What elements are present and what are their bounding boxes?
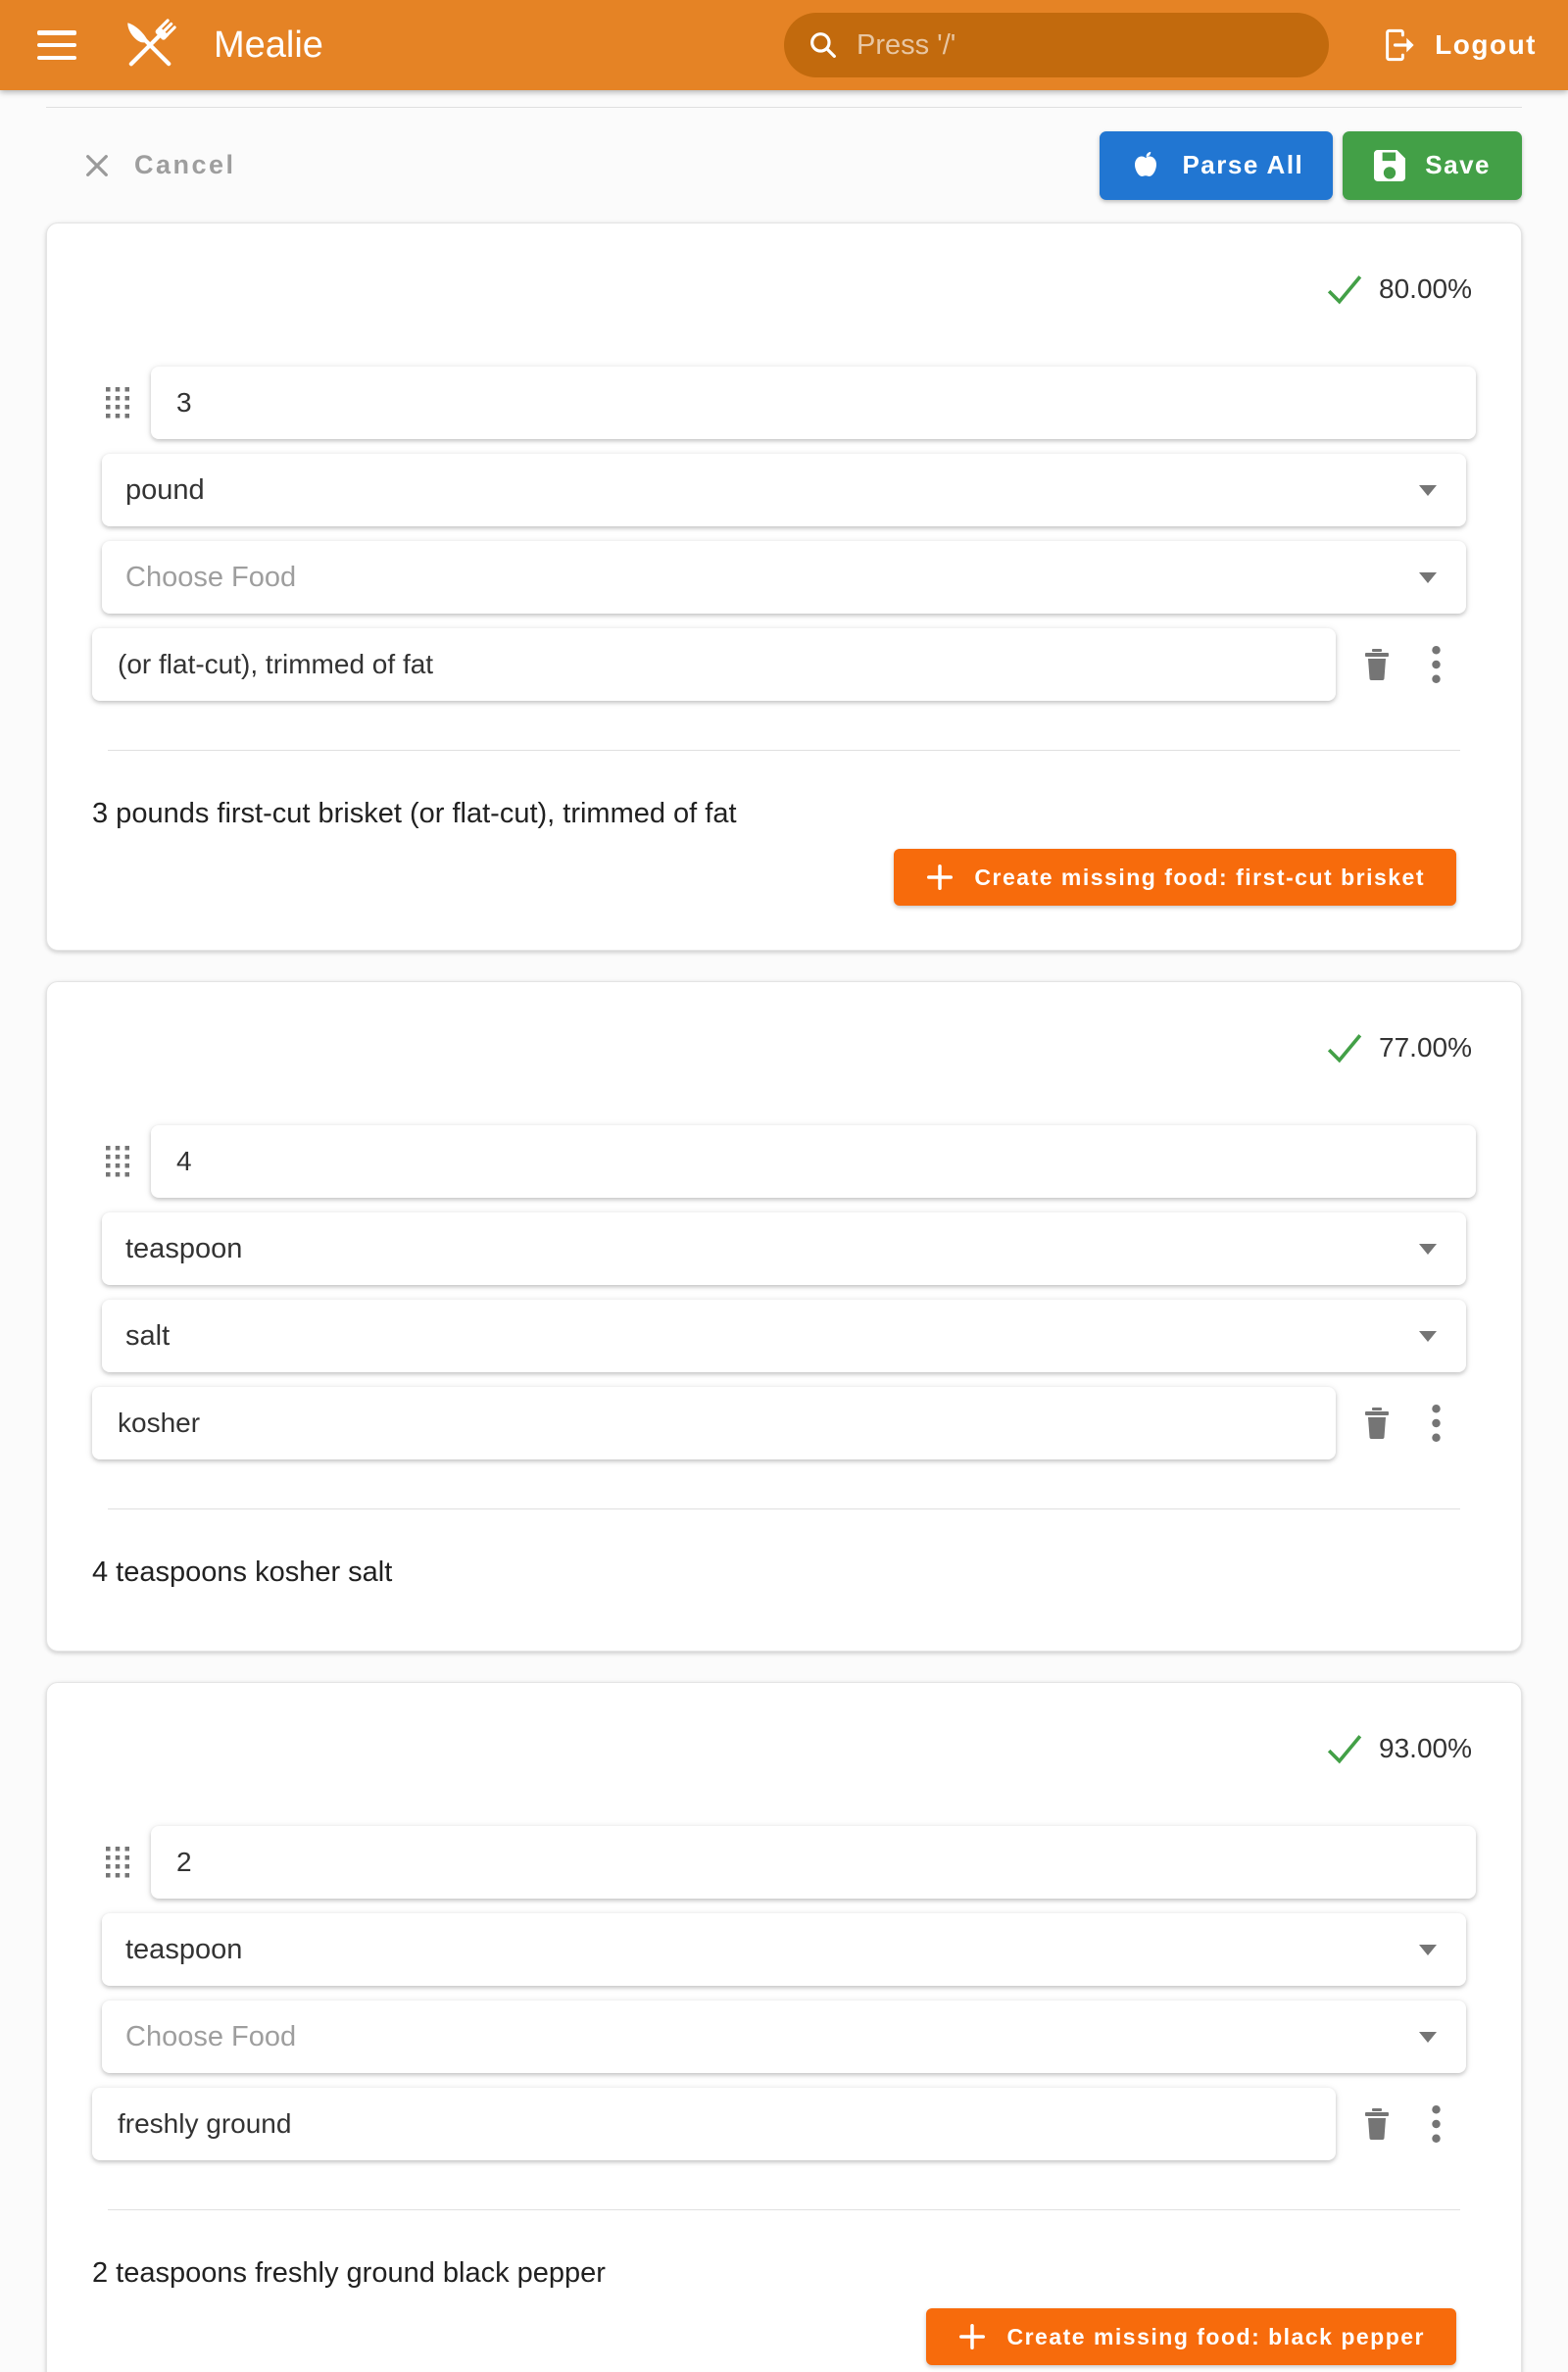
unit-row [92,454,1476,526]
note-input-field[interactable] [92,1387,1336,1459]
card-divider [108,750,1460,751]
food-select-value: Choose Food [125,561,297,593]
card-divider [108,1508,1460,1509]
create-missing-food-button[interactable] [894,849,1456,906]
trash-icon [1363,2108,1391,2140]
cancel-button[interactable] [81,150,236,181]
note-input [92,1387,1336,1459]
create-missing-food-row [92,849,1456,906]
ingredient-card [46,981,1522,1652]
quantity-input-field[interactable] [151,1125,1476,1198]
app-header [0,0,1568,90]
food-row [92,1300,1476,1372]
menu-icon[interactable] [37,30,76,60]
confidence-value: 80.00% [1379,273,1472,304]
unit-select-value: teaspoon [125,1232,243,1264]
note-row [92,2088,1476,2160]
more-options-button[interactable] [1426,1405,1446,1442]
save-button[interactable] [1343,131,1522,200]
drag-handle-icon[interactable] [106,387,129,419]
note-row [92,1387,1476,1459]
unit-row [92,1913,1476,1986]
mealie-logo-icon [116,11,184,79]
confidence-row [92,1027,1472,1068]
food-select-value: Choose Food [125,2020,297,2052]
chevron-down-icon [1419,572,1437,583]
create-missing-food-label: Create missing food: black pepper [1006,2323,1425,2349]
chevron-down-icon [1419,1945,1437,1955]
plus-icon [957,2322,987,2351]
close-icon [81,150,113,181]
chevron-down-icon [1419,485,1437,496]
unit-select[interactable] [102,1913,1466,1986]
food-select[interactable] [102,1300,1466,1372]
apple-icon [1129,149,1162,182]
quantity-row [92,367,1476,439]
ingredient-cards [0,222,1568,2372]
kebab-icon [1432,646,1441,683]
search-input[interactable] [784,13,1329,77]
original-ingredient-text: 2 teaspoons freshly ground black pepper [92,2257,606,2289]
chevron-down-icon [1419,1331,1437,1342]
quantity-row [92,1125,1476,1198]
quantity-input-field[interactable] [151,367,1476,439]
ingredient-card [46,1682,1522,2372]
logout-button[interactable] [1382,0,1537,90]
toolbar [46,107,1522,222]
card-divider [108,2209,1460,2210]
quantity-input [151,1125,1476,1198]
original-ingredient-text: 4 teaspoons kosher salt [92,1557,393,1588]
food-select-value: salt [125,1319,171,1352]
kebab-icon [1432,2105,1441,2143]
chevron-down-icon [1419,2032,1437,2043]
food-row [92,2001,1476,2073]
confidence-row [92,1728,1472,1769]
food-select[interactable] [102,541,1466,614]
unit-select[interactable] [102,1212,1466,1285]
parser-page [0,90,1568,2372]
unit-select[interactable] [102,454,1466,526]
trash-icon [1363,649,1391,680]
quantity-input-field[interactable] [151,1826,1476,1899]
note-input [92,628,1336,701]
drag-handle-icon[interactable] [106,1847,129,1878]
app-title: Mealie [214,24,323,66]
unit-select-value: pound [125,473,205,506]
quantity-input [151,367,1476,439]
delete-ingredient-button[interactable] [1355,2108,1398,2140]
check-icon [1326,1032,1363,1063]
food-row [92,541,1476,614]
create-missing-food-row [92,2308,1456,2365]
more-options-button[interactable] [1426,646,1446,683]
note-row [92,628,1476,701]
unit-select-value: teaspoon [125,1933,243,1965]
note-input-field[interactable] [92,628,1336,701]
original-ingredient-text: 3 pounds first-cut brisket (or flat-cut), trimmed of fat [92,798,737,829]
ingredient-card [46,222,1522,951]
delete-ingredient-button[interactable] [1355,649,1398,680]
logout-icon [1382,27,1417,63]
search-icon [808,29,839,61]
drag-handle-icon[interactable] [106,1146,129,1177]
save-icon [1374,150,1405,181]
chevron-down-icon [1419,1244,1437,1255]
search-placeholder: Press '/' [857,28,956,61]
unit-row [92,1212,1476,1285]
note-input [92,2088,1336,2160]
logout-label: Logout [1435,29,1537,60]
cancel-label: Cancel [134,150,236,179]
parse-all-label: Parse All [1182,150,1304,179]
save-label: Save [1425,150,1491,179]
check-icon [1326,1733,1363,1764]
plus-icon [925,863,955,892]
more-options-button[interactable] [1426,2105,1446,2143]
kebab-icon [1432,1405,1441,1442]
trash-icon [1363,1408,1391,1439]
create-missing-food-button[interactable] [926,2308,1456,2365]
confidence-value: 77.00% [1379,1032,1472,1062]
check-icon [1326,273,1363,305]
parse-all-button[interactable] [1100,131,1333,200]
note-input-field[interactable] [92,2088,1336,2160]
food-select[interactable] [102,2001,1466,2073]
quantity-input [151,1826,1476,1899]
create-missing-food-label: Create missing food: first-cut brisket [974,864,1425,890]
confidence-row [92,269,1472,310]
quantity-row [92,1826,1476,1899]
confidence-value: 93.00% [1379,1733,1472,1763]
delete-ingredient-button[interactable] [1355,1408,1398,1439]
